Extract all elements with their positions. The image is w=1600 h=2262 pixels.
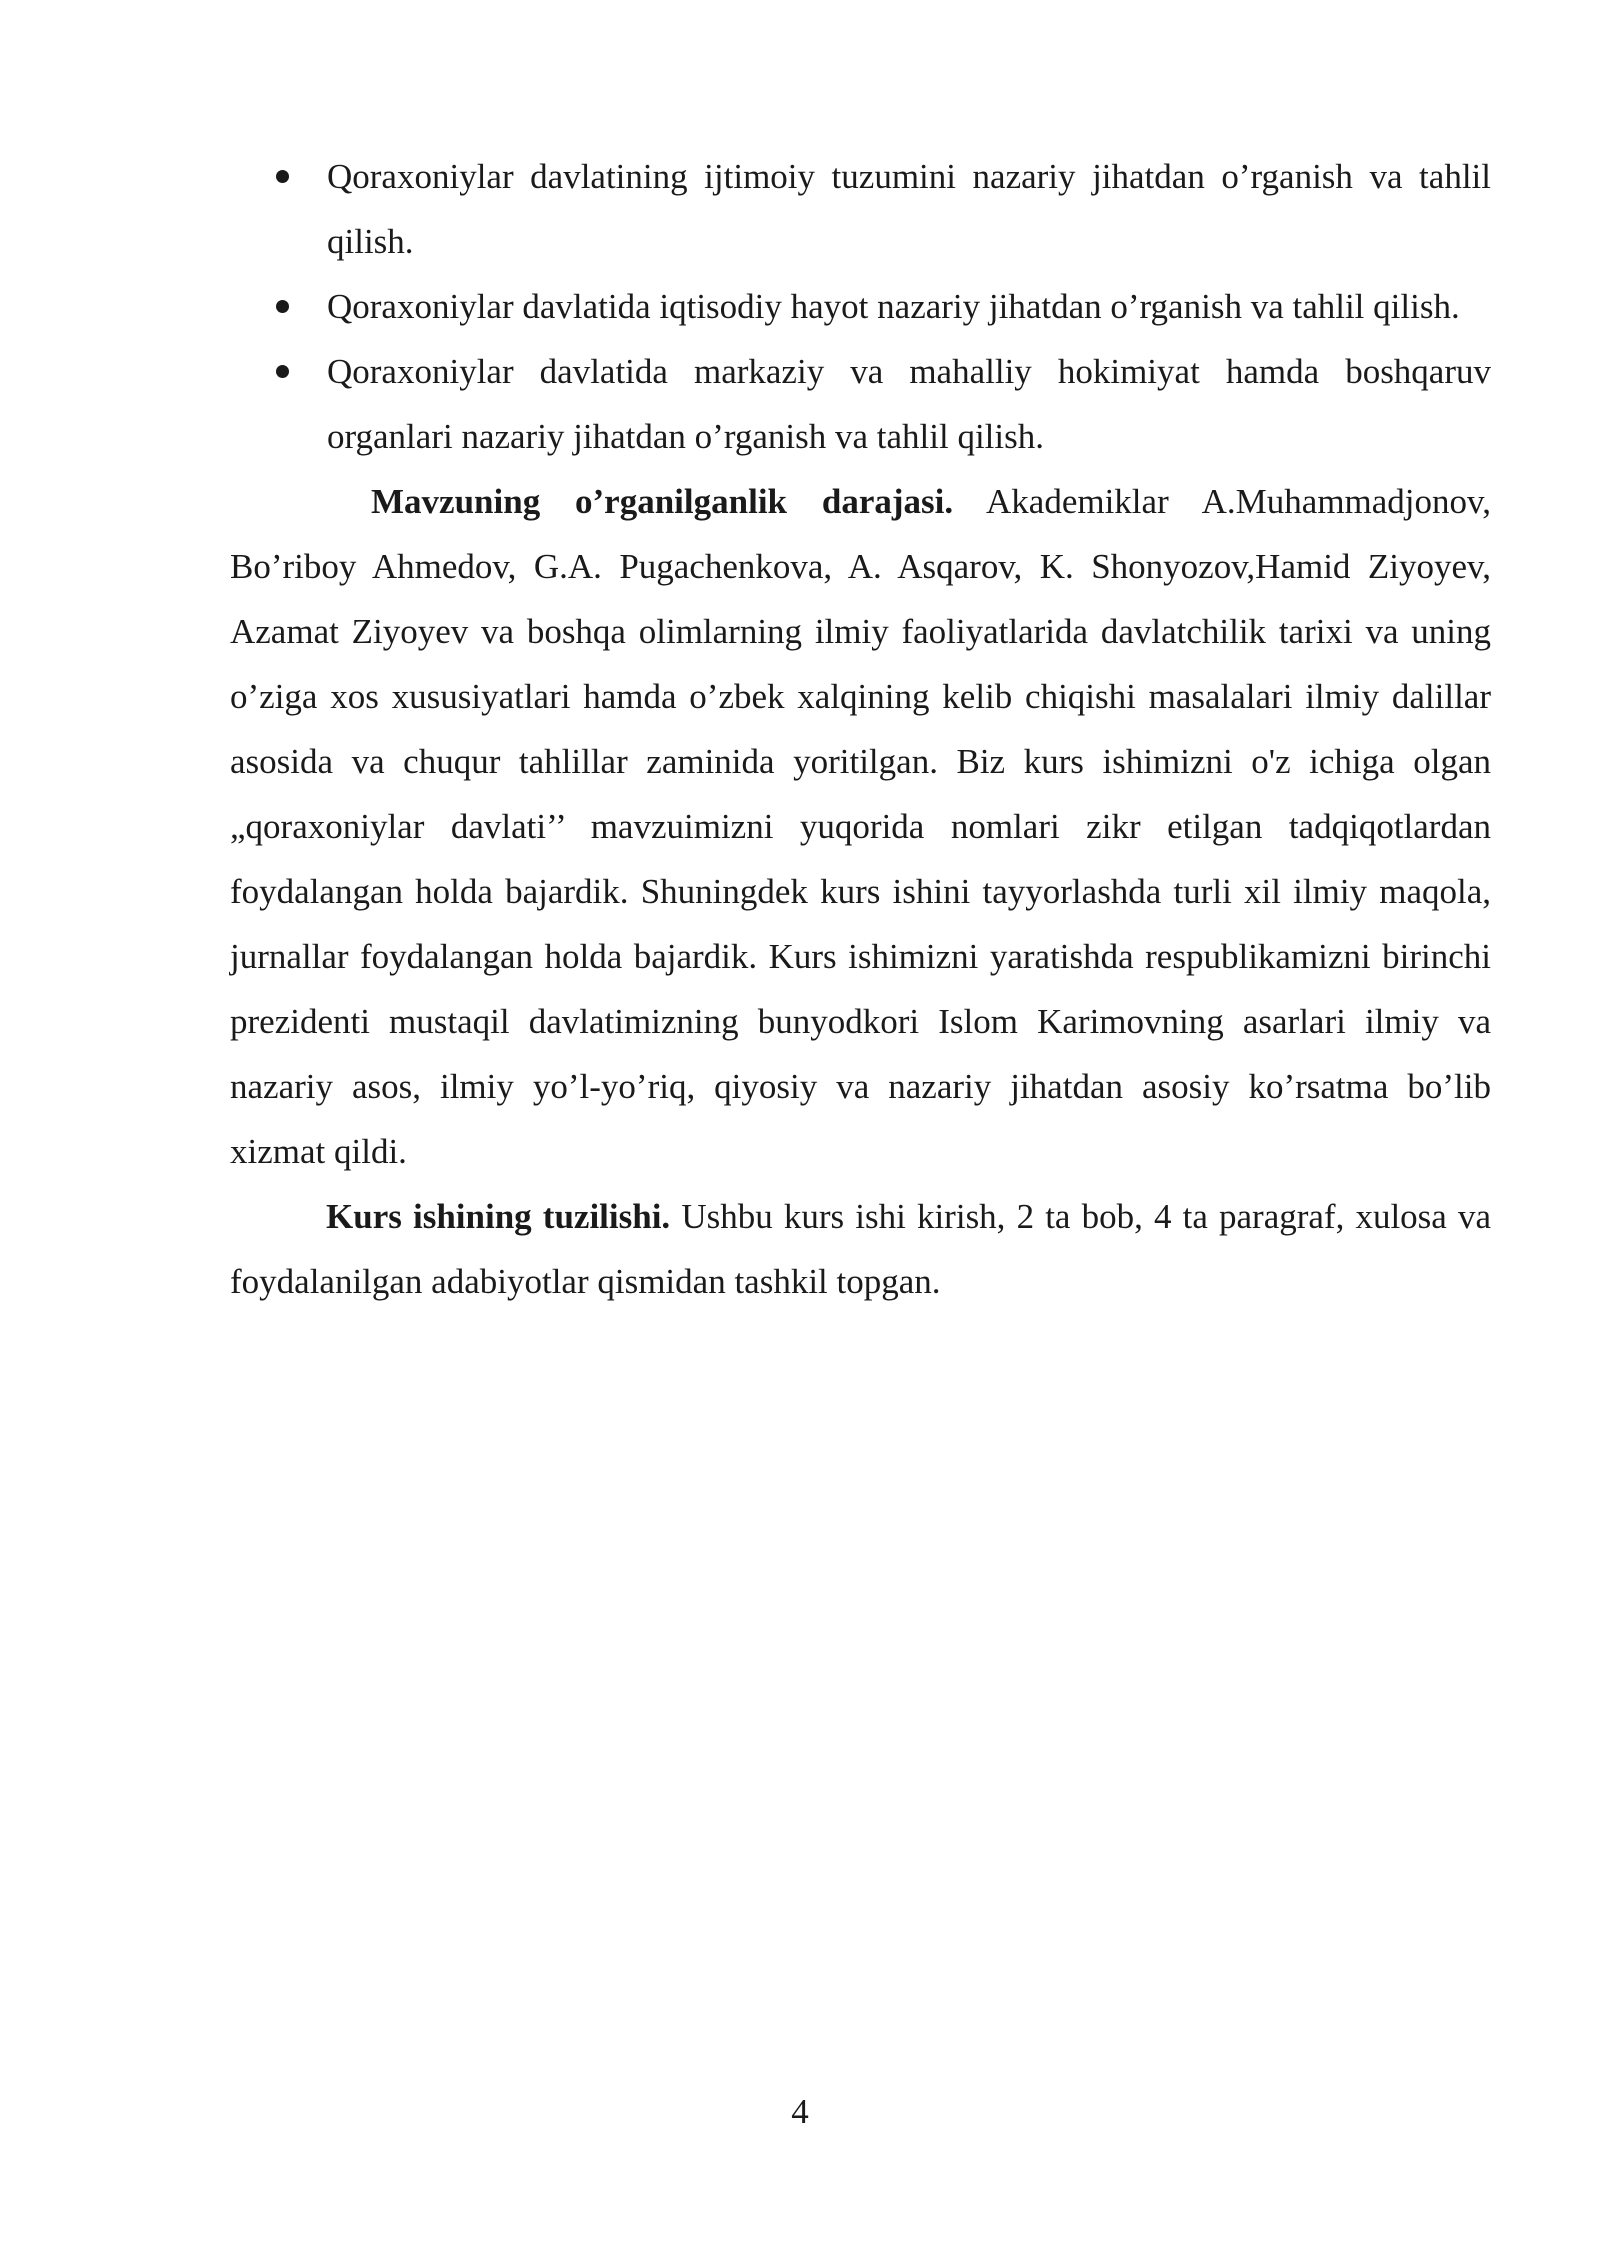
list-item xyxy=(230,144,1491,274)
study-level-text: Akademiklar A.Muhammadjonov, Bo’riboy Ahmedov, G.A. Pugachenkova, A. Asqarov, K. Shonyozov,Hamid Ziyoyev, Azamat Ziyoyev va boshqa olimlarning ilmiy faoliyatlarida davlatchilik tarixi va uning o’ziga xos xususiyatlari hamda o’zbek xalqining kelib chiqishi masalalari ilmiy dalillar asosida va chuqur tahlillar zaminida yoritilgan. Biz kurs ishimizni o'z ichiga olgan „qoraxoniylar davlati’’ mavzuimizni yuqorida nomlari zikr etilgan tadqiqotlardan foydalangan holda bajardik. Shuningdek kurs ishini tayyorlashda turli xil ilmiy maqola, jurnallar foydalangan holda bajardik. Kurs ishimizni yaratishda respublikamizni birinchi prezidenti mustaqil davlatimizning bunyodkori Islom Karimovning asarlari ilmiy va nazariy asos, ilmiy yo’l-yo’riq, qiyosiy va nazariy jihatdan asosiy ko’rsatma bo’lib xizmat qildi. xyxy=(230,482,1491,1171)
objectives-list xyxy=(230,144,1491,469)
page-number: 4 xyxy=(791,2092,809,2131)
bullet-icon xyxy=(276,170,289,183)
structure-paragraph xyxy=(230,1184,1491,1314)
list-item-text: Qoraxoniylar davlatida markaziy va mahalliy hokimiyat hamda boshqaruv organlari nazariy jihatdan o’rganish va tahlil qilish. xyxy=(327,352,1491,456)
page-body xyxy=(230,144,1491,1314)
structure-heading: Kurs ishining tuzilishi. xyxy=(326,1197,671,1236)
list-item xyxy=(230,339,1491,469)
list-item-text: Qoraxoniylar davlatining ijtimoiy tuzumini nazariy jihatdan o’rganish va tahlil qilish. xyxy=(327,157,1491,261)
study-level-heading: Mavzuning o’rganilganlik darajasi. xyxy=(371,482,954,521)
study-level-paragraph xyxy=(230,469,1491,1184)
bullet-icon xyxy=(276,300,289,313)
list-item xyxy=(230,274,1491,339)
list-item-text: Qoraxoniylar davlatida iqtisodiy hayot nazariy jihatdan o’rganish va tahlil qilish. xyxy=(327,287,1460,326)
bullet-icon xyxy=(276,365,289,378)
structure-text: Ushbu kurs ishi kirish, 2 ta bob, 4 ta paragraf, xulosa va foydalanilgan adabiyotlar qismidan tashkil topgan. xyxy=(230,1197,1491,1301)
